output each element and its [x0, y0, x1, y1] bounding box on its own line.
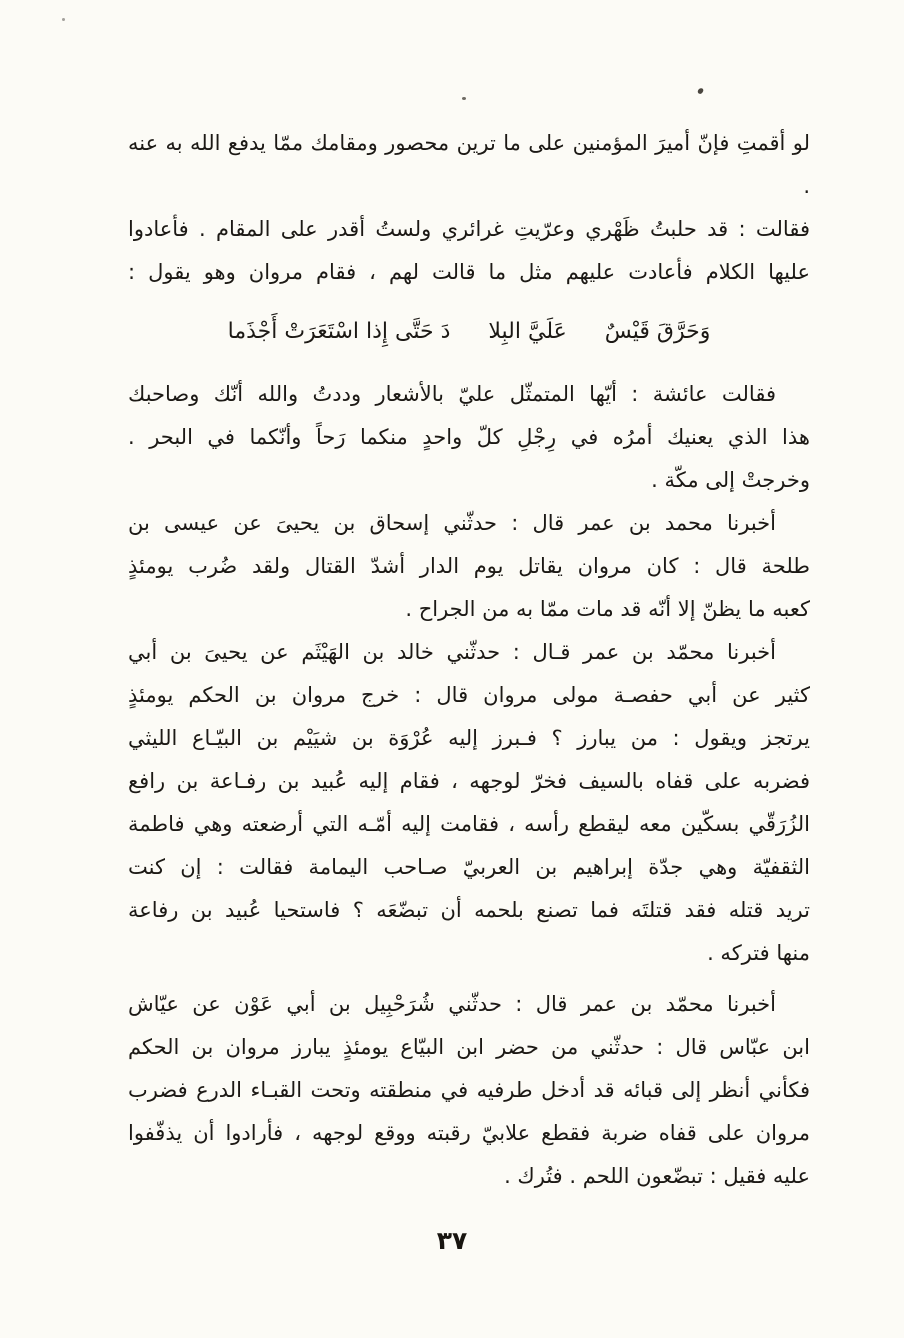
scan-speck — [462, 97, 466, 100]
verse-segment: عَلَيَّ البِلا — [488, 319, 567, 344]
text-line: لو أقمتِ فإنّ أميرَ المؤمنين على ما ترين محصور ومقامك ممّا يدفع الله به عنه . — [128, 131, 810, 198]
text-line: كعبه ما يظنّ إلا أنّه قد مات ممّا به من الجراح . — [405, 597, 810, 621]
poetry-verse — [128, 310, 810, 353]
text-line: ابن عبّاس قال : حدثّني من حضر ابن البيّاع يومئذٍ يبارز مروان بن الحكم — [128, 1035, 810, 1059]
paragraph — [128, 631, 810, 975]
text-line: فقالت عائشة : أيّها المتمثّل عليّ بالأشعار وددتُ والله أنّك وصاحبك — [128, 382, 776, 406]
paragraph — [128, 122, 810, 294]
paragraph — [128, 983, 810, 1198]
text-line: الزُرَقّي بسكّين معه ليقطع رأسه ، فقامت إليه أمّـه التي أرضعته وهي فاطمة — [128, 812, 810, 836]
text-line: هذا الذي يعنيك أمرُه في رِجْلِ كلّ واحدٍ منكما رَحاً وأنّكما في البحر . — [128, 425, 810, 449]
text-line: طلحة قال : كان مروان يقاتل يوم الدار أشدّ القتال ولقد ضُرب يومئذٍ — [128, 554, 810, 578]
text-line: أخبرنا محمد بن عمر قال : حدثّني إسحاق بن يحيىَ عن عيسى بن — [128, 511, 776, 535]
text-line: أخبرنا محمّد بن عمر قال : حدثّني شُرَحْبِيل بن أبي عَوْن عن عيّاش — [128, 992, 776, 1016]
text-line: فضربه على قفاه بالسيف فخرّ لوجهه ، فقام إليه عُبيد بن رفـاعة بن رافع — [128, 769, 810, 793]
page-number: ٣٧ — [436, 1226, 468, 1255]
text-line: عليه فقيل : تبضّعون اللحم . فتُرك . — [504, 1164, 810, 1188]
text-line: كثير عن أبي حفصـة مولى مروان قال : خرج مروان بن الحكم يومئذٍ — [128, 683, 810, 707]
scan-speck — [62, 18, 65, 21]
text-line: مروان على قفاه ضربة فقطع علابيّ رقبته ووقع لوجهه ، فأرادوا أن يذفّفوا — [128, 1121, 810, 1145]
text-line: منها فتركه . — [707, 941, 810, 965]
verse-segment: دَ حَتَّى إِذا اسْتَعَرَتْ أَجْذَما — [227, 319, 451, 344]
text-line: فكأني أنظر إلى قبائه قد أدخل طرفيه في منطقته وتحت القبـاء الدرع فضرب — [128, 1078, 810, 1102]
paragraph — [128, 502, 810, 631]
text-line: وخرجتْ إلى مكّة . — [651, 468, 810, 492]
text-line: فقالت : قد حلبتُ ظَهْري وعرّيتِ غرائري ولستُ أقدر على المقام . فأعادوا — [128, 217, 810, 241]
text-line: يرتجز ويقول : من يبارز ؟ فـبرز إليه عُرْوَة بن شيَيْم بن البيّـاع الليثي — [128, 726, 810, 750]
verse-segment: وَحَرَّقَ قَيْسٌ — [604, 319, 711, 344]
paragraph — [128, 373, 810, 502]
scan-speck — [697, 87, 704, 95]
page-text — [128, 122, 810, 1198]
text-line: تريد قتله فقد قتلتَه فما تصنع بلحمه أن تبضّعَه ؟ فاستحيا عُبيد بن رفاعة — [128, 898, 810, 922]
text-line: الثقفيّة وهي جدّة إبراهيم بن العربيّ صـاحب اليمامة فقالت : إن كنت — [128, 855, 810, 879]
text-line: عليها الكلام فأعادت عليهم مثل ما قالت لهم ، فقام مروان وهو يقول : — [128, 260, 810, 284]
text-line: أخبرنا محمّد بن عمر قـال : حدثّني خالد بن الهَيْثَم عن يحيىَ بن أبي — [128, 640, 776, 664]
